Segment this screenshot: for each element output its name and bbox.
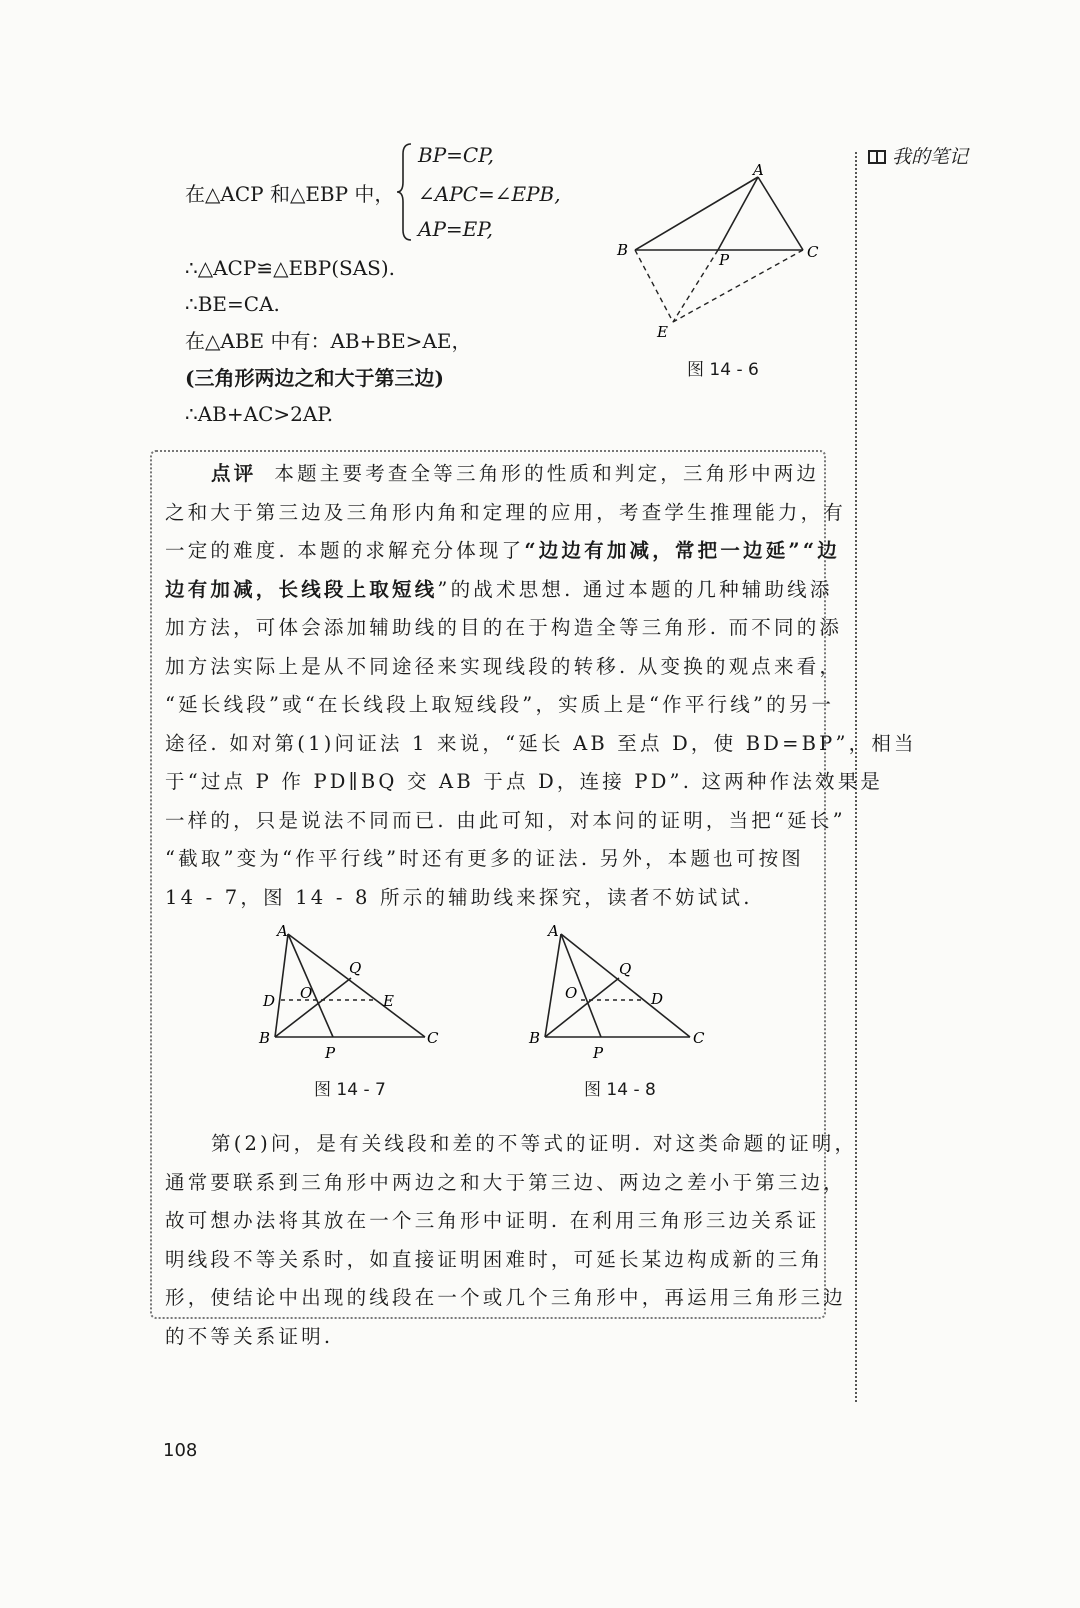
comment-line-2: 之和大于第三边及三角形内角和定理的应用，考查学生推理能力，有 bbox=[165, 500, 847, 524]
label-q: Q bbox=[619, 960, 632, 978]
proof-triangle-inequality: 在△ABE 中有：AB+BE>AE， bbox=[185, 329, 472, 353]
label-p: P bbox=[719, 251, 730, 269]
label-d: D bbox=[263, 992, 276, 1010]
comment-line-1: 本题主要考查全等三角形的性质和判定，三角形中两边 bbox=[274, 462, 820, 485]
label-o: O bbox=[300, 984, 313, 1002]
figure-14-7 bbox=[255, 918, 455, 1063]
label-d: D bbox=[651, 990, 664, 1008]
figure-14-8-caption: 图 14 - 8 bbox=[584, 1080, 656, 1100]
segment-ce bbox=[673, 250, 803, 322]
comment-line-4: ”的战术思想. 通过本题的几种辅助线添 bbox=[437, 577, 833, 601]
comment-line-11: “截取”变为“作平行线”时还有更多的证法. 另外，本题也可按图 bbox=[165, 847, 804, 870]
label-a: A bbox=[277, 922, 288, 940]
page-number: 108 bbox=[163, 1440, 198, 1461]
label-b: B bbox=[617, 241, 629, 259]
comment-line-8: 途径. 如对第(1)问证法 1 来说，“延长 AB 至点 D，使 BD=BP”，相当 bbox=[165, 731, 917, 755]
label-a: A bbox=[753, 161, 764, 179]
comment-line-7: “延长线段”或“在长线段上取短线段”，实质上是“作平行线”的另一 bbox=[165, 693, 835, 716]
comment-line-10: 一样的，只是说法不同而已. 由此可知，对本问的证明，当把“延长” bbox=[165, 808, 846, 832]
comment-line-12: 14 - 7，图 14 - 8 所示的辅助线来探究，读者不妨试试. bbox=[165, 885, 753, 909]
comment-line-5: 加方法，可体会添加辅助线的目的在于构造全等三角形. 而不同的添 bbox=[165, 616, 843, 639]
system-line-2: ∠APC=∠EPB, bbox=[418, 182, 561, 206]
label-c: C bbox=[427, 1029, 439, 1047]
part2-line-2: 通常要联系到三角形中两边之和大于第三边、两边之差小于第三边， bbox=[165, 1170, 847, 1194]
label-c: C bbox=[807, 243, 819, 261]
proof-intro: 在△ACP 和△EBP 中， bbox=[185, 182, 395, 206]
segment-be bbox=[635, 250, 673, 322]
segment-ab bbox=[545, 934, 561, 1037]
part2-line-5: 形，使结论中出现的线段在一个或几个三角形中，再运用三角形三边 bbox=[165, 1286, 847, 1309]
system-brace bbox=[395, 140, 415, 244]
figure-14-6 bbox=[605, 155, 835, 345]
part2-line-4: 明线段不等关系时，如直接证明困难时，可延长某边构成新的三角 bbox=[165, 1247, 824, 1271]
label-b: B bbox=[259, 1029, 271, 1047]
comment-emphasis-1: “边边有加减，常把一边延”“边 bbox=[524, 539, 840, 562]
segment-bq bbox=[275, 978, 351, 1037]
comment-line-6: 加方法实际上是从不同途径来实现线段的转移. 从变换的观点来看， bbox=[165, 654, 843, 678]
comment-line-3: 一定的难度. 本题的求解充分体现了 bbox=[165, 539, 525, 562]
proof-congruent: ∴△ACP≌△EBP(SAS). bbox=[185, 256, 396, 280]
comment-paragraph bbox=[165, 455, 917, 917]
system-line-3: AP=EP, bbox=[418, 217, 494, 241]
proof-reason: (三角形两边之和大于第三边) bbox=[185, 366, 444, 390]
comment-line-9: 于“过点 P 作 PD∥BQ 交 AB 于点 D，连接 PD”. 这两种作法效果是 bbox=[165, 770, 884, 793]
segment-ab bbox=[275, 934, 288, 1037]
notes-title: 我的笔记 bbox=[892, 146, 969, 168]
part2-line-1: 第(2)问，是有关线段和差的不等式的证明. 对这类命题的证明， bbox=[211, 1132, 858, 1155]
segment-ab bbox=[635, 177, 758, 250]
part2-line-3: 故可想办法将其放在一个三角形中证明. 在利用三角形三边关系证 bbox=[165, 1209, 820, 1232]
figure-14-6-caption: 图 14 - 6 bbox=[687, 360, 759, 380]
label-q: Q bbox=[349, 959, 362, 977]
proof-conclusion: ∴AB+AC>2AP. bbox=[185, 402, 334, 426]
open-book-icon bbox=[868, 150, 886, 164]
segment-pe bbox=[673, 250, 718, 322]
part2-paragraph bbox=[165, 1125, 858, 1356]
figure-14-7-caption: 图 14 - 7 bbox=[314, 1080, 386, 1100]
segment-ac bbox=[758, 177, 803, 250]
comment-emphasis-2: 边有加减，长线段上取短线 bbox=[165, 577, 438, 601]
label-b: B bbox=[529, 1029, 541, 1047]
label-p: P bbox=[325, 1044, 336, 1062]
system-line-1: BP=CP, bbox=[418, 143, 494, 167]
label-e: E bbox=[383, 992, 394, 1010]
part2-line-6: 的不等关系证明. bbox=[165, 1324, 334, 1348]
figure-14-8 bbox=[523, 918, 723, 1063]
label-a: A bbox=[548, 922, 559, 940]
label-p: P bbox=[593, 1044, 604, 1062]
label-o: O bbox=[565, 984, 578, 1002]
label-c: C bbox=[693, 1029, 705, 1047]
label-e: E bbox=[657, 323, 668, 341]
comment-heading: 点评 bbox=[211, 462, 257, 485]
proof-equal: ∴BE=CA. bbox=[185, 292, 280, 316]
